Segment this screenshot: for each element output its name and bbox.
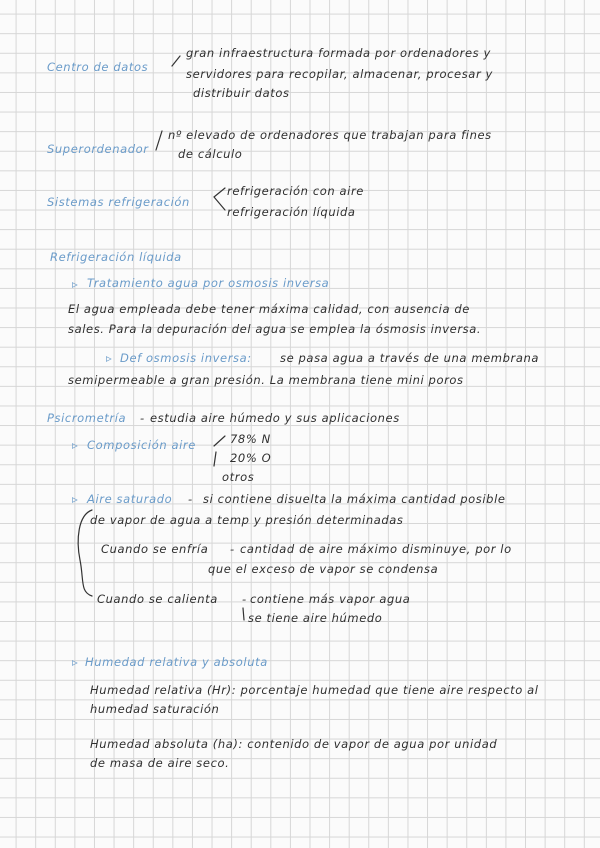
refrig-option-aire: refrigeración con aire (227, 184, 364, 198)
psicro-desc: estudia aire húmedo y sus aplicaciones (150, 411, 400, 425)
enfria-text-2: que el exceso de vapor se condensa (208, 562, 439, 576)
heading-sistemas-refrigeracion: Sistemas refrigeración (47, 195, 190, 209)
composicion-o: 20% O (230, 451, 272, 465)
refrig-para-1: El agua empleada debe tener máxima calidad, con ausencia de (68, 302, 470, 316)
calienta-label: Cuando se calienta (97, 592, 218, 606)
centro-line-3: distribuir datos (193, 86, 290, 100)
humedad-relativa-2: humedad saturación (90, 702, 220, 716)
humedad-absoluta-2: de masa de aire seco. (90, 756, 230, 770)
composicion-n: 78% N (230, 432, 271, 446)
enfria-text: cantidad de aire máximo disminuye, por lo (240, 542, 512, 556)
super-line-2: de cálculo (178, 147, 243, 161)
dash: - (242, 592, 247, 606)
bullet-marker: ▹ (72, 655, 79, 669)
super-line-1: nº elevado de ordenadores que trabajan para fines (168, 128, 492, 142)
bullet-marker: ▹ (72, 277, 79, 291)
dash: - (188, 492, 193, 506)
composicion-aire-label: Composición aire (87, 438, 196, 452)
def-osmosis-text-2: semipermeable a gran presión. La membrana tiene mini poros (68, 373, 464, 387)
aire-saturado-text-2: de vapor de agua a temp y presión determinadas (90, 513, 404, 527)
calienta-text-2: se tiene aire húmedo (248, 611, 383, 625)
branch-mark (214, 436, 225, 466)
heading-centro-datos: Centro de datos (47, 60, 149, 74)
centro-line-2: servidores para recopilar, almacenar, procesar y (186, 67, 493, 81)
bullet-marker: ▹ (72, 438, 79, 452)
dash: - (230, 542, 235, 556)
slash-mark (156, 131, 162, 150)
enfria-label: Cuando se enfría (101, 542, 209, 556)
centro-line-1: gran infraestructura formada por ordenadores y (186, 46, 491, 60)
dash: - (140, 411, 145, 425)
heading-refrigeracion-liquida: Refrigeración líquida (50, 250, 182, 264)
subheading-tratamiento-agua: Tratamiento agua por osmosis inversa (87, 276, 330, 290)
humedad-relativa-1: Humedad relativa (Hr): porcentaje humedad que tiene aire respecto al (90, 683, 539, 697)
heading-psicrometria: Psicrometría (47, 411, 127, 425)
calienta-text: contiene más vapor agua (250, 592, 411, 606)
refrig-para-2: sales. Para la depuración del agua se emplea la ósmosis inversa. (68, 322, 482, 336)
refrig-option-liquida: refrigeración líquida (227, 205, 356, 219)
heading-superordenador: Superordenador (47, 142, 149, 156)
bullet-marker: ▹ (72, 492, 79, 506)
heading-humedad: Humedad relativa y absoluta (85, 655, 268, 669)
composicion-otros: otros (222, 470, 255, 484)
bullet-marker: ▹ (106, 351, 113, 365)
tick-mark (243, 608, 244, 620)
branch-mark (214, 188, 225, 210)
slash-mark (172, 56, 180, 66)
aire-saturado-label: Aire saturado (87, 492, 173, 506)
def-osmosis-text: se pasa agua a través de una membrana (280, 351, 540, 365)
def-osmosis-label: Def osmosis inversa: (120, 351, 252, 365)
humedad-absoluta-1: Humedad absoluta (ha): contenido de vapor de agua por unidad (90, 737, 498, 751)
aire-saturado-text: si contiene disuelta la máxima cantidad posible (203, 492, 506, 506)
